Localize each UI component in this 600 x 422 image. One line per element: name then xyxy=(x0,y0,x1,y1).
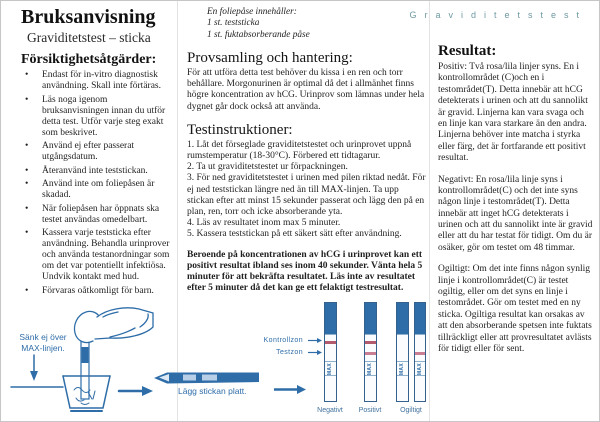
lay-flat-label: Lägg stickan platt. xyxy=(178,386,247,396)
precaution-item: • Återanvänd inte teststickan. xyxy=(21,166,171,177)
hand-icon xyxy=(74,308,153,343)
precaution-item: • När foliepåsen har öppnats ska testet användas omedelbart. xyxy=(21,204,171,226)
instruction-step: 1. Låt det förseglade graviditetstestet och urinprovet uppnå rumstemperatur (18-30°C). Förbered ett tidtagarur. xyxy=(187,139,412,161)
stick-cap xyxy=(415,303,425,334)
stick-result-label: Ogiltigt xyxy=(400,407,422,414)
absorbent-tip xyxy=(397,376,408,401)
stick-cap xyxy=(325,303,336,334)
right-arrow-icon xyxy=(119,386,153,396)
right-arrow-icon xyxy=(273,384,307,395)
stick-result-label: Negativt xyxy=(317,407,343,414)
result-window xyxy=(397,334,408,362)
precaution-item: • Använd inte om foliepåsen är skadad. xyxy=(21,179,171,201)
middle-column xyxy=(187,7,427,294)
left-column xyxy=(21,6,171,299)
max-zone xyxy=(397,362,408,376)
max-label: MAX xyxy=(367,362,374,375)
precaution-item: • Använd ej efter passerat utgångsdatum. xyxy=(21,141,171,163)
control-line xyxy=(325,341,336,344)
negative-result-text: Negativt: En rosa/lila linje syns i kontrollområdet(C) och det inte syns någon linje i testområdet(T). Detta innebär att inget hCG detekterats i urinen och att du sannolikt inte är gravid eller att du har testat för tidigt. Om du är osäker, gör om testet om 48 timmar. xyxy=(438,174,593,253)
column-divider-right xyxy=(429,1,430,421)
zone-arrow-icon xyxy=(307,349,323,356)
package-contents xyxy=(207,7,427,41)
sampling-heading: Provsamling och hantering: xyxy=(187,49,353,66)
result-window xyxy=(325,334,336,362)
package-line: 1 st. fuktabsorberande påse xyxy=(207,29,310,40)
stick-cap xyxy=(365,303,376,334)
precaution-item: • Läs noga igenom bruksanvisningen innan du utför detta test. Utför varje steg exakt som beskrivet. xyxy=(21,95,171,139)
instructions-list xyxy=(187,140,427,241)
urine-cup-icon xyxy=(63,376,110,411)
instruction-step: 3. För ned graviditetstestet i urinen med pilen riktad nedåt. För ej ned teststickan längre ned än till MAX-linjen. Ta upp stickan efter att minst 15 sekunder passerat och lägg den på en plan, ren, torr och icke absorberande yta. xyxy=(187,173,426,218)
precaution-item: • Kassera varje teststicka efter användning. Behandla urinprover och använda testanordningar som om det var potentiellt infektiösa. Undvik kontakt med hud. xyxy=(21,228,171,283)
result-window xyxy=(365,334,376,362)
invalid-result-text: Ogiltigt: Om det inte finns någon synlig linje i kontrollområdet(C) är testet ogiltig, eller om det syns en linje i testområdet. Gör om testet med en ny sticka. Ogiltiga resultat kan orsakas av att den absorberande spetsen inte fuktats tillräckligt eller att provresultatet avlästs för tidigt eller för sent. xyxy=(438,264,592,354)
absorbent-tip xyxy=(325,376,336,401)
precautions-list xyxy=(21,70,171,297)
page-title: Bruksanvisning xyxy=(21,6,156,28)
instruction-step: 5. Kassera teststickan på ett säkert sätt efter användning. xyxy=(187,229,402,240)
zone-labels xyxy=(237,335,303,359)
zone-arrow-icon xyxy=(307,337,323,344)
max-zone xyxy=(325,362,336,376)
instruction-step: 4. Läs av resultatet inom max 5 minuter. xyxy=(187,218,341,229)
right-column xyxy=(438,43,595,365)
package-line: 1 st. teststicka xyxy=(207,18,260,29)
test-stick-negative xyxy=(324,302,337,402)
control-line xyxy=(365,341,376,344)
test-stick-invalid-testline xyxy=(414,302,426,402)
absorbent-tip xyxy=(415,376,425,401)
absorbent-tip xyxy=(365,376,376,401)
hand-dip-illustration xyxy=(7,297,157,422)
page-subtitle: Graviditetstest – sticka xyxy=(27,30,151,45)
timing-warning-text: Beroende på koncentrationen av hCG i urinprovet kan ett positivt resultat ibland ses inom 40 sekunder. Vänta hela 5 minuter för att bekräfta resultatet. Läs inte av resultatet efter 5 minuter då det kan ge ett felaktigt testresultat. xyxy=(187,249,423,294)
instructions-heading: Testinstruktioner: xyxy=(187,121,293,138)
result-window xyxy=(415,334,425,362)
down-arrow-icon xyxy=(30,355,38,381)
stick-cap xyxy=(397,303,408,334)
column-divider-left xyxy=(177,1,178,421)
instruction-step: 2. Ta ut graviditetstestet ur förpackningen. xyxy=(187,162,348,173)
test-stick-positive xyxy=(364,302,377,402)
test-line xyxy=(415,352,425,355)
results-heading: Resultat: xyxy=(438,43,497,59)
max-zone xyxy=(365,362,376,376)
max-zone xyxy=(415,362,425,376)
precaution-item: • Förvaras oåtkomligt för barn. xyxy=(21,286,171,297)
test-zone-label: Testzon xyxy=(276,349,303,356)
max-label: MAX xyxy=(327,362,334,375)
precautions-heading: Försiktighetsåtgärder: xyxy=(21,52,157,67)
test-line xyxy=(365,352,376,355)
precaution-item: • Endast för in-vitro diagnostisk användning. Skall inte förtäras. xyxy=(21,70,171,92)
test-stick-invalid-blank xyxy=(396,302,409,402)
max-label: MAX xyxy=(399,362,406,375)
stick-result-label: Positivt xyxy=(358,407,382,414)
package-line: En foliepåse innehåller: xyxy=(207,7,297,17)
control-zone-label: Kontrollzon xyxy=(263,337,303,344)
positive-result-text: Positiv: Två rosa/lila linjer syns. En i kontrollområdet (C)och en i testområdet(T). Detta innebär att hCG detekterats i urinen och att du sannolikt är gravid. Linjerna kan vara svaga och en linje kan vara starkare än den andra. Linjerna behöver inte matcha i styrka eller färg, det är fortfarande ett positivt resultat. xyxy=(438,62,588,164)
test-stick-flat-icon xyxy=(153,370,261,384)
max-label: MAX xyxy=(417,362,423,375)
sampling-text: För att utföra detta test behöver du kissa i en ren och torr behållare. Morgonurinen är optimal då det i allmänhet finns högre koncentration av hCG. Urinprov som lämnas under hela dygnet går dock också att använda. xyxy=(187,67,425,112)
max-line-warning-label: Sänk ej över MAX-linjen. xyxy=(19,332,67,353)
graviditetstest-watermark: Graviditetstest xyxy=(409,10,587,20)
